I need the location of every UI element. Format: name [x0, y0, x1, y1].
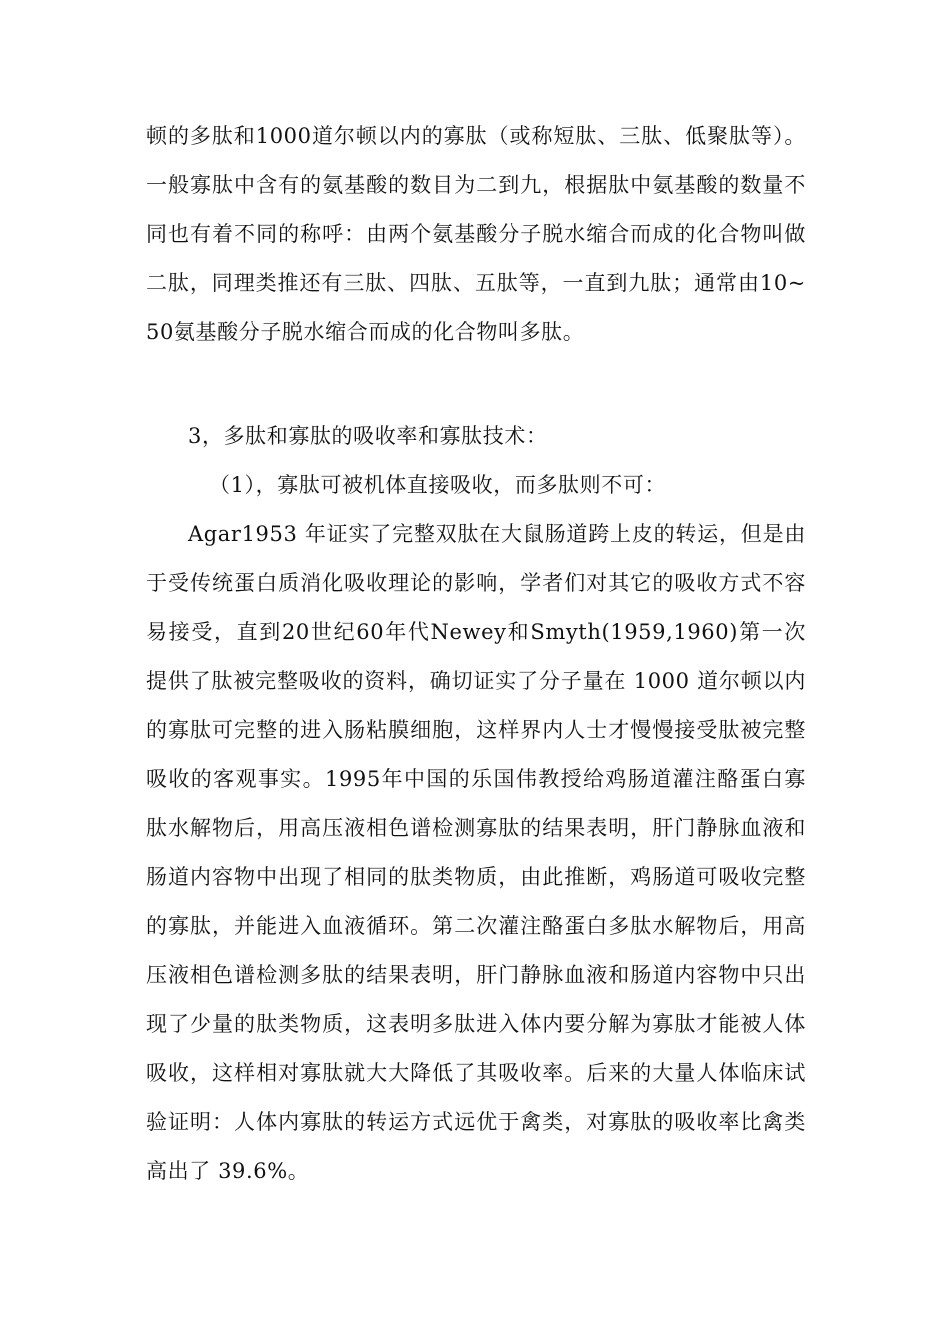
body-paragraph-oligopeptide-definition: 顿的多肽和1000道尔顿以内的寡肽（或称短肽、三肽、低聚肽等）。一般寡肽中含有的氨基酸的数目为二到九，根据肽中氨基酸的数量不同也有着不同的称呼：由两个氨基酸分子脱水缩合而成的化合物叫做二肽，同理类推还有三肽、四肽、五肽等，一直到九肽；通常由10~50氨基酸分子脱水缩合而成的化合物叫多肽。: [146, 124, 806, 344]
body-paragraph-absorption-evidence: Agar1953 年证实了完整双肽在大鼠肠道跨上皮的转运，但是由于受传统蛋白质消化吸收理论的影响，学者们对其它的吸收方式不容易接受，直到20世纪60年代Newey和Smyth(1959,1960)第一次提供了肽被完整吸收的资料，确切证实了分子量在 1000 道尔顿以内的寡肽可完整的进入肠粘膜细胞，这样界内人士才慢慢接受肽被完整吸收的客观事实。1995年中国的乐国伟教授给鸡肠道灌注酪蛋白寡肽水解物后，用高压液相色谱检测寡肽的结果表明，肝门静脉血液和肠道内容物中出现了相同的肽类物质，由此推断，鸡肠道可吸收完整的寡肽，并能进入血液循环。第二次灌注酪蛋白多肽水解物后，用高压液相色谱检测多肽的结果表明，肝门静脉血液和肠道内容物中只出现了少量的肽类物质，这表明多肽进入体内要分解为寡肽才能被人体吸收，这样相对寡肽就大大降低了其吸收率。后来的大量人体临床试验证明：人体内寡肽的转运方式远优于禽类，对寡肽的吸收率比禽类高出了 39.6%。: [146, 522, 806, 1183]
section-heading-3: 3，多肽和寡肽的吸收率和寡肽技术：: [188, 424, 548, 448]
subsection-heading-1: （1），寡肽可被机体直接吸收，而多肽则不可：: [209, 473, 667, 497]
